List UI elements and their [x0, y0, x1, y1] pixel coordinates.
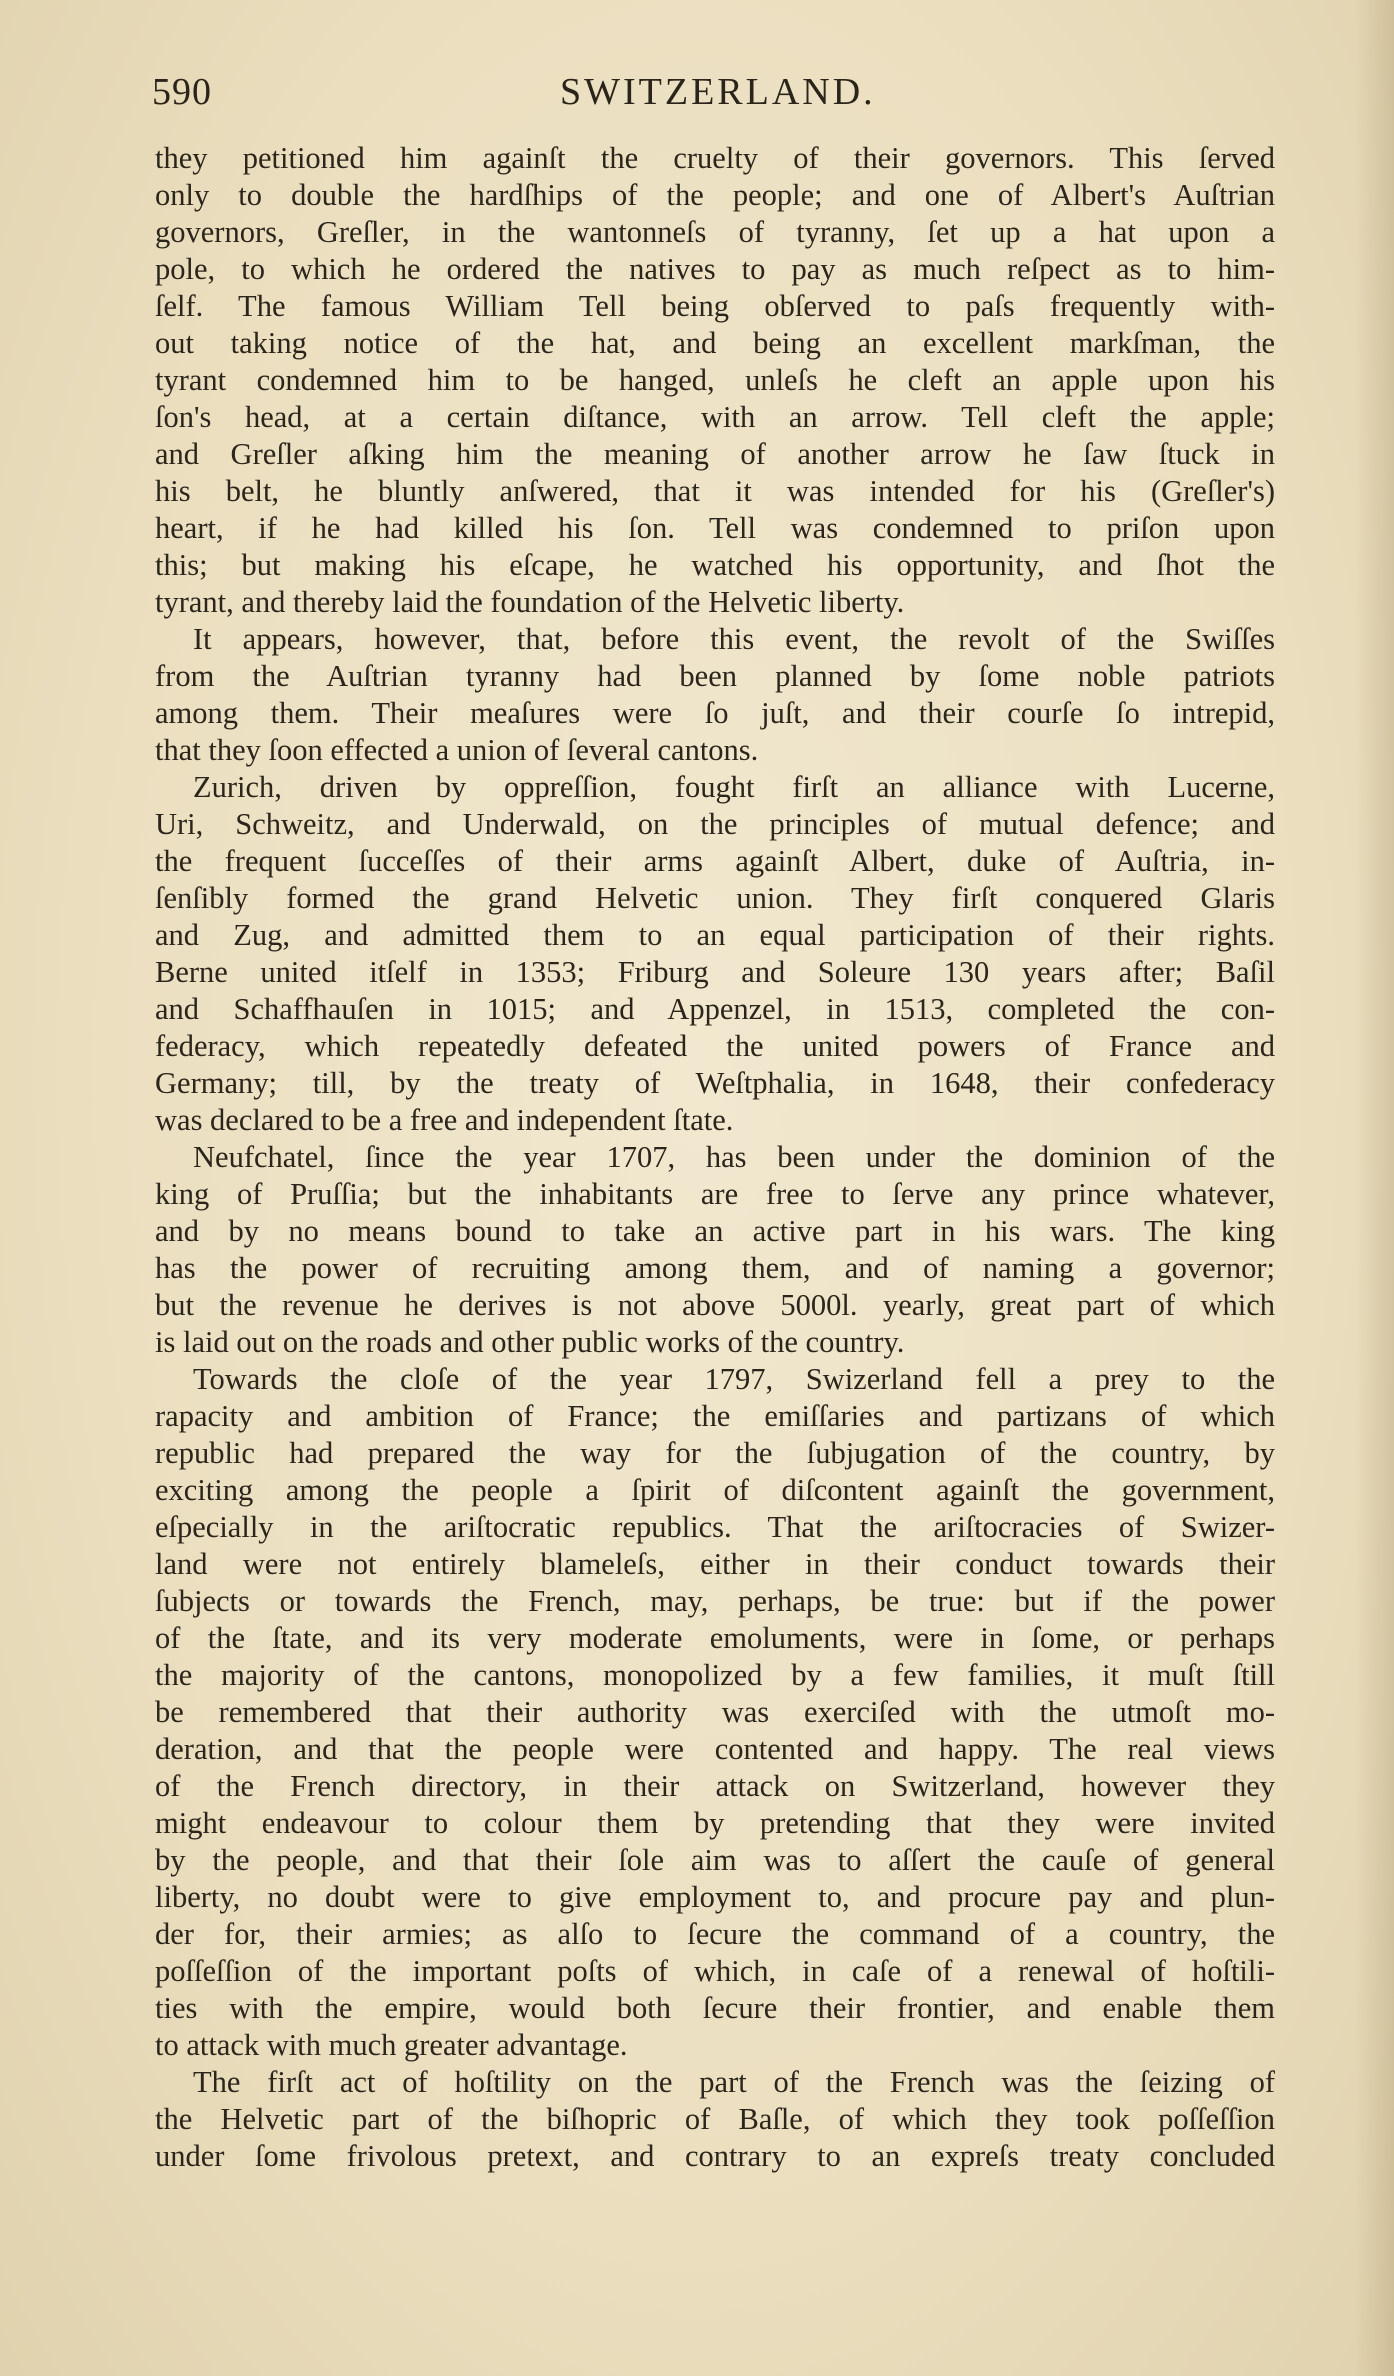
text-line: ſon's head, at a certain diſtance, with an arrow. Tell cleft the apple; [155, 400, 1275, 434]
text-line: ſenſibly formed the grand Helvetic union. They firſt conquered Glaris [155, 881, 1275, 915]
text-line: heart, if he had killed his ſon. Tell was condemned to priſon upon [155, 511, 1275, 545]
text-line: Towards the cloſe of the year 1797, Swizerland fell a prey to the [193, 1362, 1275, 1396]
text-line: out taking notice of the hat, and being an excellent markſman, the [155, 326, 1275, 360]
text-line: that they ſoon effected a union of ſeveral cantons. [155, 733, 759, 767]
page-edge-shadow [1354, 0, 1394, 2376]
text-line: and Zug, and admitted them to an equal participation of their rights. [155, 918, 1275, 952]
text-line: and Schaffhauſen in 1015; and Appenzel, in 1513, completed the con- [155, 992, 1275, 1026]
text-line: by the people, and that their ſole aim was to aſſert the cauſe of general [155, 1843, 1275, 1877]
text-line: the frequent ſucceſſes of their arms againſt Albert, duke of Auſtria, in- [155, 844, 1275, 878]
text-line: rapacity and ambition of France; the emiſſaries and partizans of which [155, 1399, 1275, 1433]
text-line: of the ſtate, and its very moderate emoluments, were in ſome, or perhaps [155, 1621, 1275, 1655]
text-line: king of Pruſſia; but the inhabitants are free to ſerve any prince whatever, [155, 1177, 1275, 1211]
page-number: 590 [152, 71, 212, 113]
text-line: and by no means bound to take an active part in his wars. The king [155, 1214, 1275, 1248]
text-line: this; but making his eſcape, he watched his opportunity, and ſhot the [155, 548, 1275, 582]
text-line: his belt, he bluntly anſwered, that it was intended for his (Greſler's) [155, 474, 1275, 508]
page-header [152, 70, 1272, 130]
text-line: ſelf. The famous William Tell being obſerved to paſs frequently with- [155, 289, 1275, 323]
text-line: der for, their armies; as alſo to ſecure the command of a country, the [155, 1917, 1275, 1951]
text-line: of the French directory, in their attack on Switzerland, however they [155, 1769, 1275, 1803]
text-line: was declared to be a free and independent ſtate. [155, 1103, 734, 1137]
text-line: but the revenue he derives is not above 5000l. yearly, great part of which [155, 1288, 1275, 1322]
text-line: It appears, however, that, before this event, the revolt of the Swiſſes [193, 622, 1275, 656]
text-line: ſubjects or towards the French, may, perhaps, be true: but if the power [155, 1584, 1275, 1618]
text-line: to attack with much greater advantage. [155, 2028, 628, 2062]
text-line: Berne united itſelf in 1353; Friburg and Soleure 130 years after; Baſil [155, 955, 1275, 989]
text-line: Neufchatel, ſince the year 1707, has been under the dominion of the [193, 1140, 1275, 1174]
text-line: exciting among the people a ſpirit of diſcontent againſt the government, [155, 1473, 1275, 1507]
text-line: and Greſler aſking him the meaning of another arrow he ſaw ſtuck in [155, 437, 1275, 471]
text-line: ties with the empire, would both ſecure their frontier, and enable them [155, 1991, 1275, 2025]
running-title: SWITZERLAND. [560, 71, 876, 113]
text-line: has the power of recruiting among them, and of naming a governor; [155, 1251, 1275, 1285]
text-line: Uri, Schweitz, and Underwald, on the principles of mutual defence; and [155, 807, 1275, 841]
text-line: they petitioned him againſt the cruelty of their governors. This ſerved [155, 141, 1275, 175]
text-line: governors, Greſler, in the wantonneſs of tyranny, ſet up a hat upon a [155, 215, 1275, 249]
text-line: poſſeſſion of the important poſts of which, in caſe of a renewal of hoſtili- [155, 1954, 1275, 1988]
text-line: among them. Their meaſures were ſo juſt, and their courſe ſo intrepid, [155, 696, 1275, 730]
text-line: liberty, no doubt were to give employment to, and procure pay and plun- [155, 1880, 1275, 1914]
text-line: the Helvetic part of the biſhopric of Baſle, of which they took poſſeſſion [155, 2102, 1275, 2136]
text-line: tyrant, and thereby laid the foundation of the Helvetic liberty. [155, 585, 905, 619]
text-line: be remembered that their authority was exerciſed with the utmoſt mo- [155, 1695, 1275, 1729]
text-line: land were not entirely blameleſs, either in their conduct towards their [155, 1547, 1275, 1581]
text-line: Zurich, driven by oppreſſion, fought firſt an alliance with Lucerne, [193, 770, 1275, 804]
body-text [155, 140, 1275, 2175]
text-line: deration, and that the people were contented and happy. The real views [155, 1732, 1275, 1766]
text-line: might endeavour to colour them by pretending that they were invited [155, 1806, 1275, 1840]
text-line: federacy, which repeatedly defeated the united powers of France and [155, 1029, 1275, 1063]
text-line: is laid out on the roads and other public works of the country. [155, 1325, 905, 1359]
text-line: pole, to which he ordered the natives to pay as much reſpect as to him- [155, 252, 1275, 286]
text-line: only to double the hardſhips of the people; and one of Albert's Auſtrian [155, 178, 1275, 212]
text-line: under ſome frivolous pretext, and contrary to an expreſs treaty concluded [155, 2139, 1275, 2173]
text-line: the majority of the cantons, monopolized by a few families, it muſt ſtill [155, 1658, 1275, 1692]
text-line: The firſt act of hoſtility on the part of the French was the ſeizing of [193, 2065, 1275, 2099]
text-line: eſpecially in the ariſtocratic republics. That the ariſtocracies of Swizer- [155, 1510, 1275, 1544]
text-line: from the Auſtrian tyranny had been planned by ſome noble patriots [155, 659, 1275, 693]
text-line: tyrant condemned him to be hanged, unleſs he cleft an apple upon his [155, 363, 1275, 397]
text-line: republic had prepared the way for the ſubjugation of the country, by [155, 1436, 1275, 1470]
text-line: Germany; till, by the treaty of Weſtphalia, in 1648, their confederacy [155, 1066, 1275, 1100]
